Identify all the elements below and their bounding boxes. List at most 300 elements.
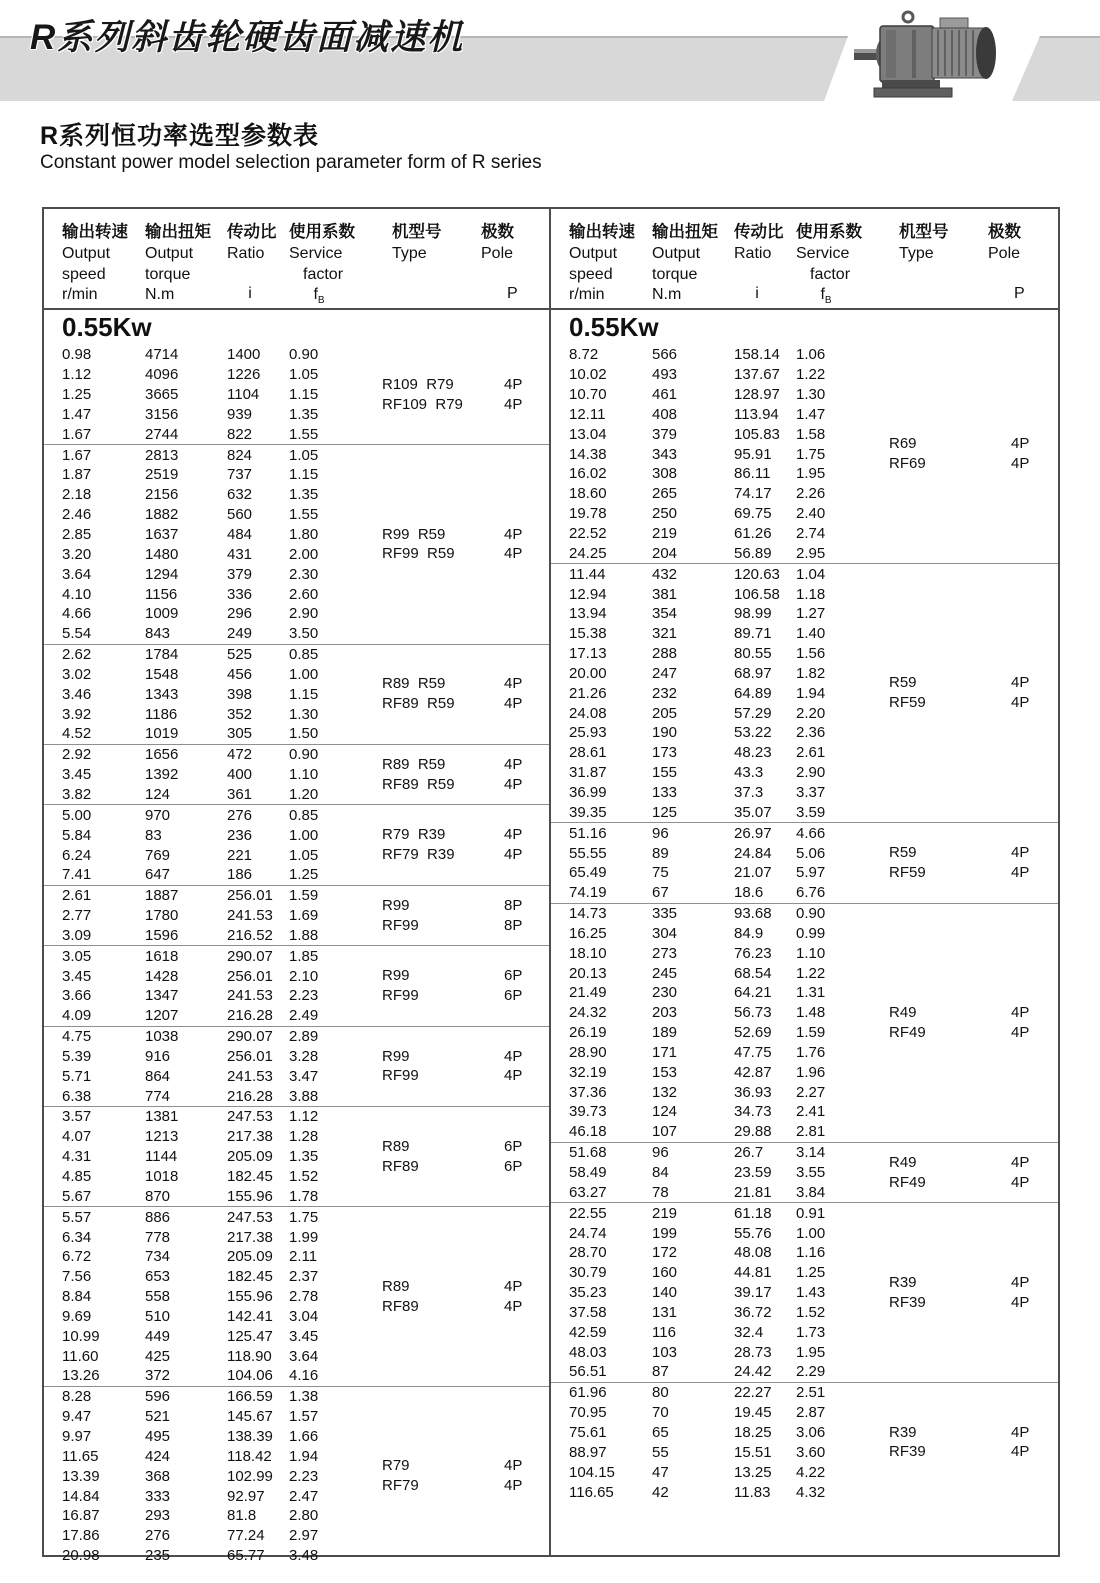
cell-ratio: 43.3	[734, 764, 764, 782]
cell-output-torque: 774	[145, 1087, 171, 1105]
cell-service-factor: 2.11	[289, 1248, 318, 1266]
cell-service-factor: 2.95	[796, 544, 826, 562]
cell-ratio: 64.21	[734, 984, 772, 1002]
cell-service-factor: 2.23	[289, 1467, 319, 1485]
parameter-table	[42, 207, 1060, 1565]
cell-output-torque: 368	[145, 1467, 171, 1485]
cell-ratio: 26.7	[734, 1144, 764, 1162]
parameter-group	[44, 1026, 549, 1106]
pole-value: 4P	[1011, 1023, 1030, 1041]
cell-output-speed: 28.90	[569, 1043, 607, 1061]
cell-output-torque: 1784	[145, 646, 179, 664]
pole-value: 4P	[504, 1277, 523, 1295]
cell-output-torque: 189	[652, 1024, 678, 1042]
cell-ratio: 824	[227, 446, 253, 464]
cell-ratio: 95.91	[734, 445, 772, 463]
cell-output-torque: 1019	[145, 725, 179, 743]
cell-service-factor: 2.00	[289, 545, 319, 563]
cell-ratio: 56.73	[734, 1004, 772, 1022]
cell-ratio: 484	[227, 526, 253, 544]
cell-output-speed: 5.57	[62, 1208, 92, 1226]
cell-output-torque: 276	[145, 1527, 171, 1545]
pole-cell	[1011, 564, 1057, 822]
cell-output-speed: 28.61	[569, 744, 607, 762]
cell-output-torque: 124	[652, 1103, 678, 1121]
cell-ratio: 186	[227, 866, 253, 884]
cell-ratio: 92.97	[227, 1487, 265, 1505]
cell-ratio: 241.53	[227, 907, 273, 925]
header-output-speed: 输出转速 Output speed r/min	[569, 223, 635, 303]
cell-output-speed: 3.05	[62, 947, 92, 965]
cell-service-factor: 1.95	[796, 465, 826, 483]
pole-value: 8P	[504, 896, 523, 914]
pole-value: 4P	[1011, 435, 1030, 453]
type-value: RF99	[382, 916, 419, 934]
cell-output-speed: 16.25	[569, 924, 607, 942]
cell-service-factor: 3.60	[796, 1443, 826, 1461]
cell-service-factor: 1.04	[796, 565, 826, 583]
cell-ratio: 77.24	[227, 1527, 265, 1545]
cell-output-speed: 42.59	[569, 1323, 607, 1341]
cell-service-factor: 4.66	[796, 824, 826, 842]
type-value: R99	[382, 967, 410, 985]
cell-output-torque: 132	[652, 1083, 678, 1101]
cell-output-torque: 769	[145, 846, 171, 864]
pole-value: 4P	[504, 775, 523, 793]
cell-output-speed: 20.00	[569, 664, 607, 682]
cell-service-factor: 1.76	[796, 1043, 826, 1061]
cell-ratio: 19.45	[734, 1404, 772, 1422]
cell-output-speed: 22.55	[569, 1204, 607, 1222]
cell-output-torque: 493	[652, 366, 678, 384]
cell-ratio: 37.3	[734, 783, 764, 801]
type-value: R59	[889, 844, 917, 862]
type-value: R99	[382, 1047, 410, 1065]
cell-ratio: 22.27	[734, 1384, 772, 1402]
cell-output-speed: 4.75	[62, 1028, 92, 1046]
cell-ratio: 205.09	[227, 1148, 273, 1166]
cell-service-factor: 0.90	[289, 346, 319, 364]
parameter-group	[44, 885, 549, 946]
type-value: RF79	[382, 1477, 419, 1495]
type-value: R79 R39	[382, 826, 446, 844]
cell-output-torque: 265	[652, 485, 678, 503]
cell-ratio: 80.55	[734, 645, 772, 663]
cell-ratio: 68.97	[734, 664, 772, 682]
type-cell	[382, 1107, 502, 1206]
pole-cell	[1011, 1203, 1057, 1382]
parameter-group	[551, 1382, 1058, 1502]
cell-ratio: 336	[227, 585, 253, 603]
cell-output-speed: 17.86	[62, 1527, 100, 1545]
parameter-group	[44, 444, 549, 643]
cell-service-factor: 1.85	[289, 947, 319, 965]
table-header	[551, 209, 1058, 310]
cell-output-speed: 4.66	[62, 605, 92, 623]
pole-value: 4P	[504, 1297, 523, 1315]
type-cell	[382, 745, 502, 805]
cell-ratio: 15.51	[734, 1443, 772, 1461]
cell-output-torque: 886	[145, 1208, 171, 1226]
cell-service-factor: 1.48	[796, 1004, 826, 1022]
cell-output-torque: 203	[652, 1004, 678, 1022]
type-value: RF99	[382, 987, 419, 1004]
cell-service-factor: 2.97	[289, 1527, 319, 1545]
cell-output-torque: 155	[652, 764, 678, 782]
type-cell	[382, 1387, 502, 1566]
cell-service-factor: 1.95	[796, 1343, 826, 1361]
cell-service-factor: 0.99	[796, 924, 826, 942]
type-value: R109 R79	[382, 375, 454, 393]
type-value: R69	[889, 435, 917, 453]
cell-ratio: 128.97	[734, 386, 780, 404]
parameter-group	[44, 1106, 549, 1206]
cell-output-speed: 9.69	[62, 1307, 92, 1325]
parameter-group	[44, 1206, 549, 1386]
header-output-torque: 输出扭矩 Output torque N.m	[652, 223, 718, 303]
pole-value: 4P	[504, 695, 523, 713]
cell-output-torque: 103	[652, 1343, 678, 1361]
cell-output-torque: 432	[652, 565, 678, 583]
cell-service-factor: 2.87	[796, 1404, 826, 1422]
cell-service-factor: 1.31	[796, 984, 826, 1002]
table-left-half	[44, 209, 551, 1565]
cell-service-factor: 2.40	[796, 505, 826, 523]
cell-output-speed: 1.25	[62, 386, 92, 404]
cell-service-factor: 1.96	[796, 1063, 826, 1081]
cell-output-torque: 67	[652, 884, 669, 902]
cell-output-speed: 6.38	[62, 1087, 92, 1105]
cell-service-factor: 2.81	[796, 1123, 826, 1141]
cell-service-factor: 2.61	[796, 744, 826, 762]
type-cell	[889, 564, 1009, 822]
cell-output-torque: 140	[652, 1284, 678, 1302]
header-ratio: 传动比 Ratio i	[734, 223, 784, 302]
cell-output-torque: 1144	[145, 1148, 178, 1166]
cell-ratio: 120.63	[734, 565, 780, 583]
cell-ratio: 118.90	[227, 1347, 272, 1365]
pole-cell	[504, 345, 550, 444]
cell-service-factor: 2.23	[289, 987, 319, 1005]
cell-output-torque: 205	[652, 704, 678, 722]
cell-output-speed: 25.93	[569, 724, 607, 742]
cell-output-torque: 83	[145, 826, 162, 844]
cell-service-factor: 1.52	[796, 1303, 826, 1321]
cell-output-torque: 424	[145, 1447, 171, 1465]
cell-output-speed: 1.47	[62, 405, 92, 423]
cell-service-factor: 1.66	[289, 1427, 319, 1445]
cell-ratio: 48.08	[734, 1244, 772, 1262]
cell-ratio: 86.11	[734, 465, 771, 483]
cell-output-speed: 13.26	[62, 1367, 100, 1385]
cell-output-torque: 55	[652, 1443, 669, 1461]
cell-output-torque: 87	[652, 1363, 669, 1381]
cell-output-speed: 1.67	[62, 446, 92, 464]
power-section-label: 0.55Kw	[569, 312, 659, 342]
pole-value: 4P	[504, 1477, 523, 1495]
cell-output-speed: 4.07	[62, 1128, 92, 1146]
cell-output-speed: 37.58	[569, 1303, 607, 1321]
cell-output-torque: 566	[652, 346, 678, 364]
cell-ratio: 142.41	[227, 1307, 273, 1325]
cell-ratio: 290.07	[227, 947, 273, 965]
cell-output-speed: 9.47	[62, 1408, 92, 1426]
cell-service-factor: 1.59	[796, 1024, 826, 1042]
cell-output-speed: 11.44	[569, 565, 606, 583]
type-value: R49	[889, 1003, 917, 1021]
cell-service-factor: 1.38	[289, 1388, 319, 1406]
cell-ratio: 64.89	[734, 684, 772, 702]
table-header	[44, 209, 549, 310]
cell-ratio: 256.01	[227, 887, 273, 905]
cell-service-factor: 6.76	[796, 884, 826, 902]
cell-output-torque: 1596	[145, 926, 179, 944]
cell-output-torque: 1343	[145, 685, 179, 703]
pole-value: 4P	[1011, 863, 1030, 881]
cell-service-factor: 1.78	[289, 1187, 319, 1205]
cell-service-factor: 1.88	[289, 926, 319, 944]
cell-ratio: 24.42	[734, 1363, 772, 1381]
cell-service-factor: 1.35	[289, 405, 319, 423]
cell-service-factor: 1.75	[289, 1208, 319, 1226]
cell-output-speed: 3.20	[62, 545, 92, 563]
parameter-group	[551, 345, 1058, 563]
cell-output-speed: 24.74	[569, 1224, 607, 1242]
cell-ratio: 61.26	[734, 525, 772, 543]
cell-ratio: 32.4	[734, 1323, 764, 1341]
pole-cell	[504, 886, 550, 946]
cell-output-speed: 16.87	[62, 1507, 100, 1525]
pole-value: 4P	[1011, 1173, 1030, 1191]
cell-output-torque: 778	[145, 1228, 171, 1246]
cell-service-factor: 4.16	[289, 1367, 319, 1385]
cell-output-speed: 6.34	[62, 1228, 92, 1246]
cell-output-torque: 124	[145, 785, 171, 803]
cell-service-factor: 1.30	[796, 386, 826, 404]
cell-service-factor: 1.05	[289, 366, 319, 384]
cell-output-torque: 1381	[145, 1108, 179, 1126]
pole-value: 4P	[1011, 694, 1030, 712]
cell-service-factor: 5.97	[796, 864, 826, 882]
cell-ratio: 69.75	[734, 505, 772, 523]
cell-output-torque: 131	[652, 1303, 678, 1321]
pole-cell	[504, 805, 550, 884]
cell-service-factor: 3.59	[796, 803, 826, 821]
cell-output-torque: 970	[145, 806, 171, 824]
cell-ratio: 560	[227, 506, 253, 524]
pole-value: 6P	[504, 1137, 523, 1155]
cell-output-torque: 1156	[145, 585, 178, 603]
cell-output-speed: 8.28	[62, 1388, 92, 1406]
pole-cell	[504, 745, 550, 805]
cell-output-torque: 495	[145, 1427, 171, 1445]
pole-value: 8P	[504, 916, 523, 934]
pole-value: 4P	[1011, 1153, 1030, 1171]
cell-output-speed: 31.87	[569, 764, 607, 782]
cell-output-torque: 510	[145, 1307, 171, 1325]
cell-service-factor: 2.51	[796, 1384, 826, 1402]
header-ratio: 传动比 Ratio i	[227, 223, 277, 302]
cell-output-torque: 2156	[145, 486, 179, 504]
cell-output-torque: 408	[652, 405, 678, 423]
cell-service-factor: 1.40	[796, 625, 826, 643]
cell-ratio: 105.83	[734, 425, 780, 443]
cell-output-speed: 74.19	[569, 884, 607, 902]
pole-cell	[504, 1387, 550, 1566]
cell-service-factor: 4.32	[796, 1483, 826, 1501]
type-cell	[889, 1143, 1009, 1203]
cell-output-torque: 1882	[145, 506, 179, 524]
type-value: RF69	[889, 455, 926, 473]
cell-output-speed: 46.18	[569, 1123, 607, 1141]
page-subtitle: Constant power model selection parameter form of R series	[40, 152, 542, 173]
cell-service-factor: 3.55	[796, 1164, 826, 1182]
power-section-label: 0.55Kw	[62, 312, 152, 342]
cell-ratio: 39.17	[734, 1284, 772, 1302]
cell-output-speed: 36.99	[569, 783, 607, 801]
cell-output-speed: 3.92	[62, 705, 92, 723]
cell-ratio: 76.23	[734, 944, 772, 962]
cell-service-factor: 1.99	[289, 1228, 319, 1246]
cell-output-torque: 247	[652, 664, 678, 682]
type-cell	[382, 1027, 502, 1106]
cell-output-torque: 734	[145, 1248, 171, 1266]
cell-output-torque: 321	[652, 625, 678, 643]
cell-output-torque: 1347	[145, 987, 179, 1005]
cell-output-speed: 2.85	[62, 526, 92, 544]
cell-ratio: 23.59	[734, 1164, 772, 1182]
cell-ratio: 256.01	[227, 967, 273, 985]
cell-output-torque: 1548	[145, 665, 179, 683]
cell-output-torque: 160	[652, 1264, 678, 1282]
cell-output-torque: 4096	[145, 366, 179, 384]
header-service-factor: 使用系数 Service factor $f_B$	[289, 223, 355, 307]
cell-service-factor: 2.29	[796, 1363, 826, 1381]
cell-output-speed: 4.52	[62, 725, 92, 743]
cell-output-torque: 2519	[145, 466, 179, 484]
cell-service-factor: 1.22	[796, 366, 826, 384]
cell-output-torque: 870	[145, 1187, 171, 1205]
cell-output-torque: 107	[652, 1123, 678, 1141]
cell-output-speed: 75.61	[569, 1423, 607, 1441]
cell-ratio: 34.73	[734, 1103, 772, 1121]
header-output-speed: 输出转速 Output speed r/min	[62, 223, 128, 303]
cell-service-factor: 1.10	[289, 766, 319, 784]
cell-output-torque: 1009	[145, 605, 179, 623]
cell-output-torque: 1294	[145, 565, 179, 583]
cell-output-torque: 96	[652, 1144, 669, 1162]
cell-output-speed: 2.46	[62, 506, 92, 524]
cell-output-torque: 1428	[145, 967, 179, 985]
cell-output-torque: 173	[652, 744, 678, 762]
pole-cell	[1011, 1383, 1057, 1502]
cell-ratio: 57.29	[734, 704, 772, 722]
cell-output-speed: 13.04	[569, 425, 607, 443]
cell-ratio: 44.81	[734, 1264, 772, 1282]
parameter-group	[551, 1142, 1058, 1203]
cell-output-torque: 75	[652, 864, 669, 882]
cell-output-speed: 11.60	[62, 1347, 99, 1365]
cell-service-factor: 2.20	[796, 704, 826, 722]
cell-output-torque: 125	[652, 803, 678, 821]
cell-service-factor: 3.06	[796, 1423, 826, 1441]
cell-ratio: 166.59	[227, 1388, 273, 1406]
cell-output-torque: 42	[652, 1483, 669, 1501]
cell-service-factor: 2.30	[289, 565, 319, 583]
cell-service-factor: 3.88	[289, 1087, 319, 1105]
cell-output-torque: 116	[652, 1323, 676, 1341]
cell-ratio: 68.54	[734, 964, 772, 982]
type-value: RF109 R79	[382, 395, 463, 413]
cell-output-torque: 65	[652, 1423, 669, 1441]
cell-ratio: 632	[227, 486, 253, 504]
cell-output-torque: 89	[652, 844, 669, 862]
cell-ratio: 398	[227, 685, 253, 703]
pole-value: 4P	[504, 395, 523, 413]
cell-ratio: 138.39	[227, 1427, 273, 1445]
cell-service-factor: 1.52	[289, 1168, 319, 1186]
cell-service-factor: 3.50	[289, 625, 319, 643]
cell-output-speed: 58.49	[569, 1164, 607, 1182]
cell-output-speed: 26.19	[569, 1024, 607, 1042]
header-right-strip	[1012, 36, 1100, 101]
cell-output-torque: 647	[145, 866, 171, 884]
cell-ratio: 98.99	[734, 605, 772, 623]
cell-output-speed: 37.36	[569, 1083, 607, 1101]
type-value: R59	[889, 674, 917, 692]
cell-service-factor: 2.49	[289, 1007, 319, 1025]
cell-service-factor: 3.37	[796, 783, 826, 801]
cell-output-torque: 78	[652, 1183, 669, 1201]
cell-output-torque: 381	[652, 585, 678, 603]
pole-value: 6P	[504, 1157, 523, 1175]
cell-output-speed: 2.62	[62, 646, 92, 664]
cell-ratio: 125.47	[227, 1327, 273, 1345]
cell-ratio: 217.38	[227, 1128, 273, 1146]
cell-service-factor: 1.05	[289, 846, 319, 864]
cell-service-factor: 1.25	[796, 1264, 826, 1282]
cell-ratio: 145.67	[227, 1408, 273, 1426]
cell-service-factor: 1.69	[289, 907, 319, 925]
header-type: 机型号 Type	[392, 223, 442, 262]
cell-output-torque: 1656	[145, 746, 179, 764]
cell-service-factor: 3.64	[289, 1347, 319, 1365]
pole-cell	[504, 645, 550, 744]
cell-ratio: 737	[227, 466, 253, 484]
cell-output-torque: 596	[145, 1388, 171, 1406]
cell-output-speed: 5.71	[62, 1067, 92, 1085]
cell-output-speed: 30.79	[569, 1264, 607, 1282]
cell-ratio: 42.87	[734, 1063, 772, 1081]
cell-ratio: 53.22	[734, 724, 772, 742]
cell-output-torque: 864	[145, 1067, 171, 1085]
pole-value: 4P	[504, 846, 523, 864]
cell-output-torque: 3156	[145, 405, 179, 423]
type-cell	[382, 805, 502, 884]
cell-ratio: 256.01	[227, 1047, 273, 1065]
cell-output-speed: 14.38	[569, 445, 607, 463]
cell-ratio: 21.07	[734, 864, 772, 882]
cell-ratio: 21.81	[734, 1183, 772, 1201]
cell-output-speed: 14.73	[569, 905, 607, 923]
pole-value: 4P	[504, 1067, 523, 1085]
cell-output-torque: 1213	[145, 1128, 179, 1146]
cell-output-torque: 293	[145, 1507, 171, 1525]
cell-service-factor: 1.28	[289, 1128, 319, 1146]
cell-ratio: 18.6	[734, 884, 764, 902]
pole-value: 4P	[1011, 455, 1030, 473]
cell-ratio: 472	[227, 746, 253, 764]
